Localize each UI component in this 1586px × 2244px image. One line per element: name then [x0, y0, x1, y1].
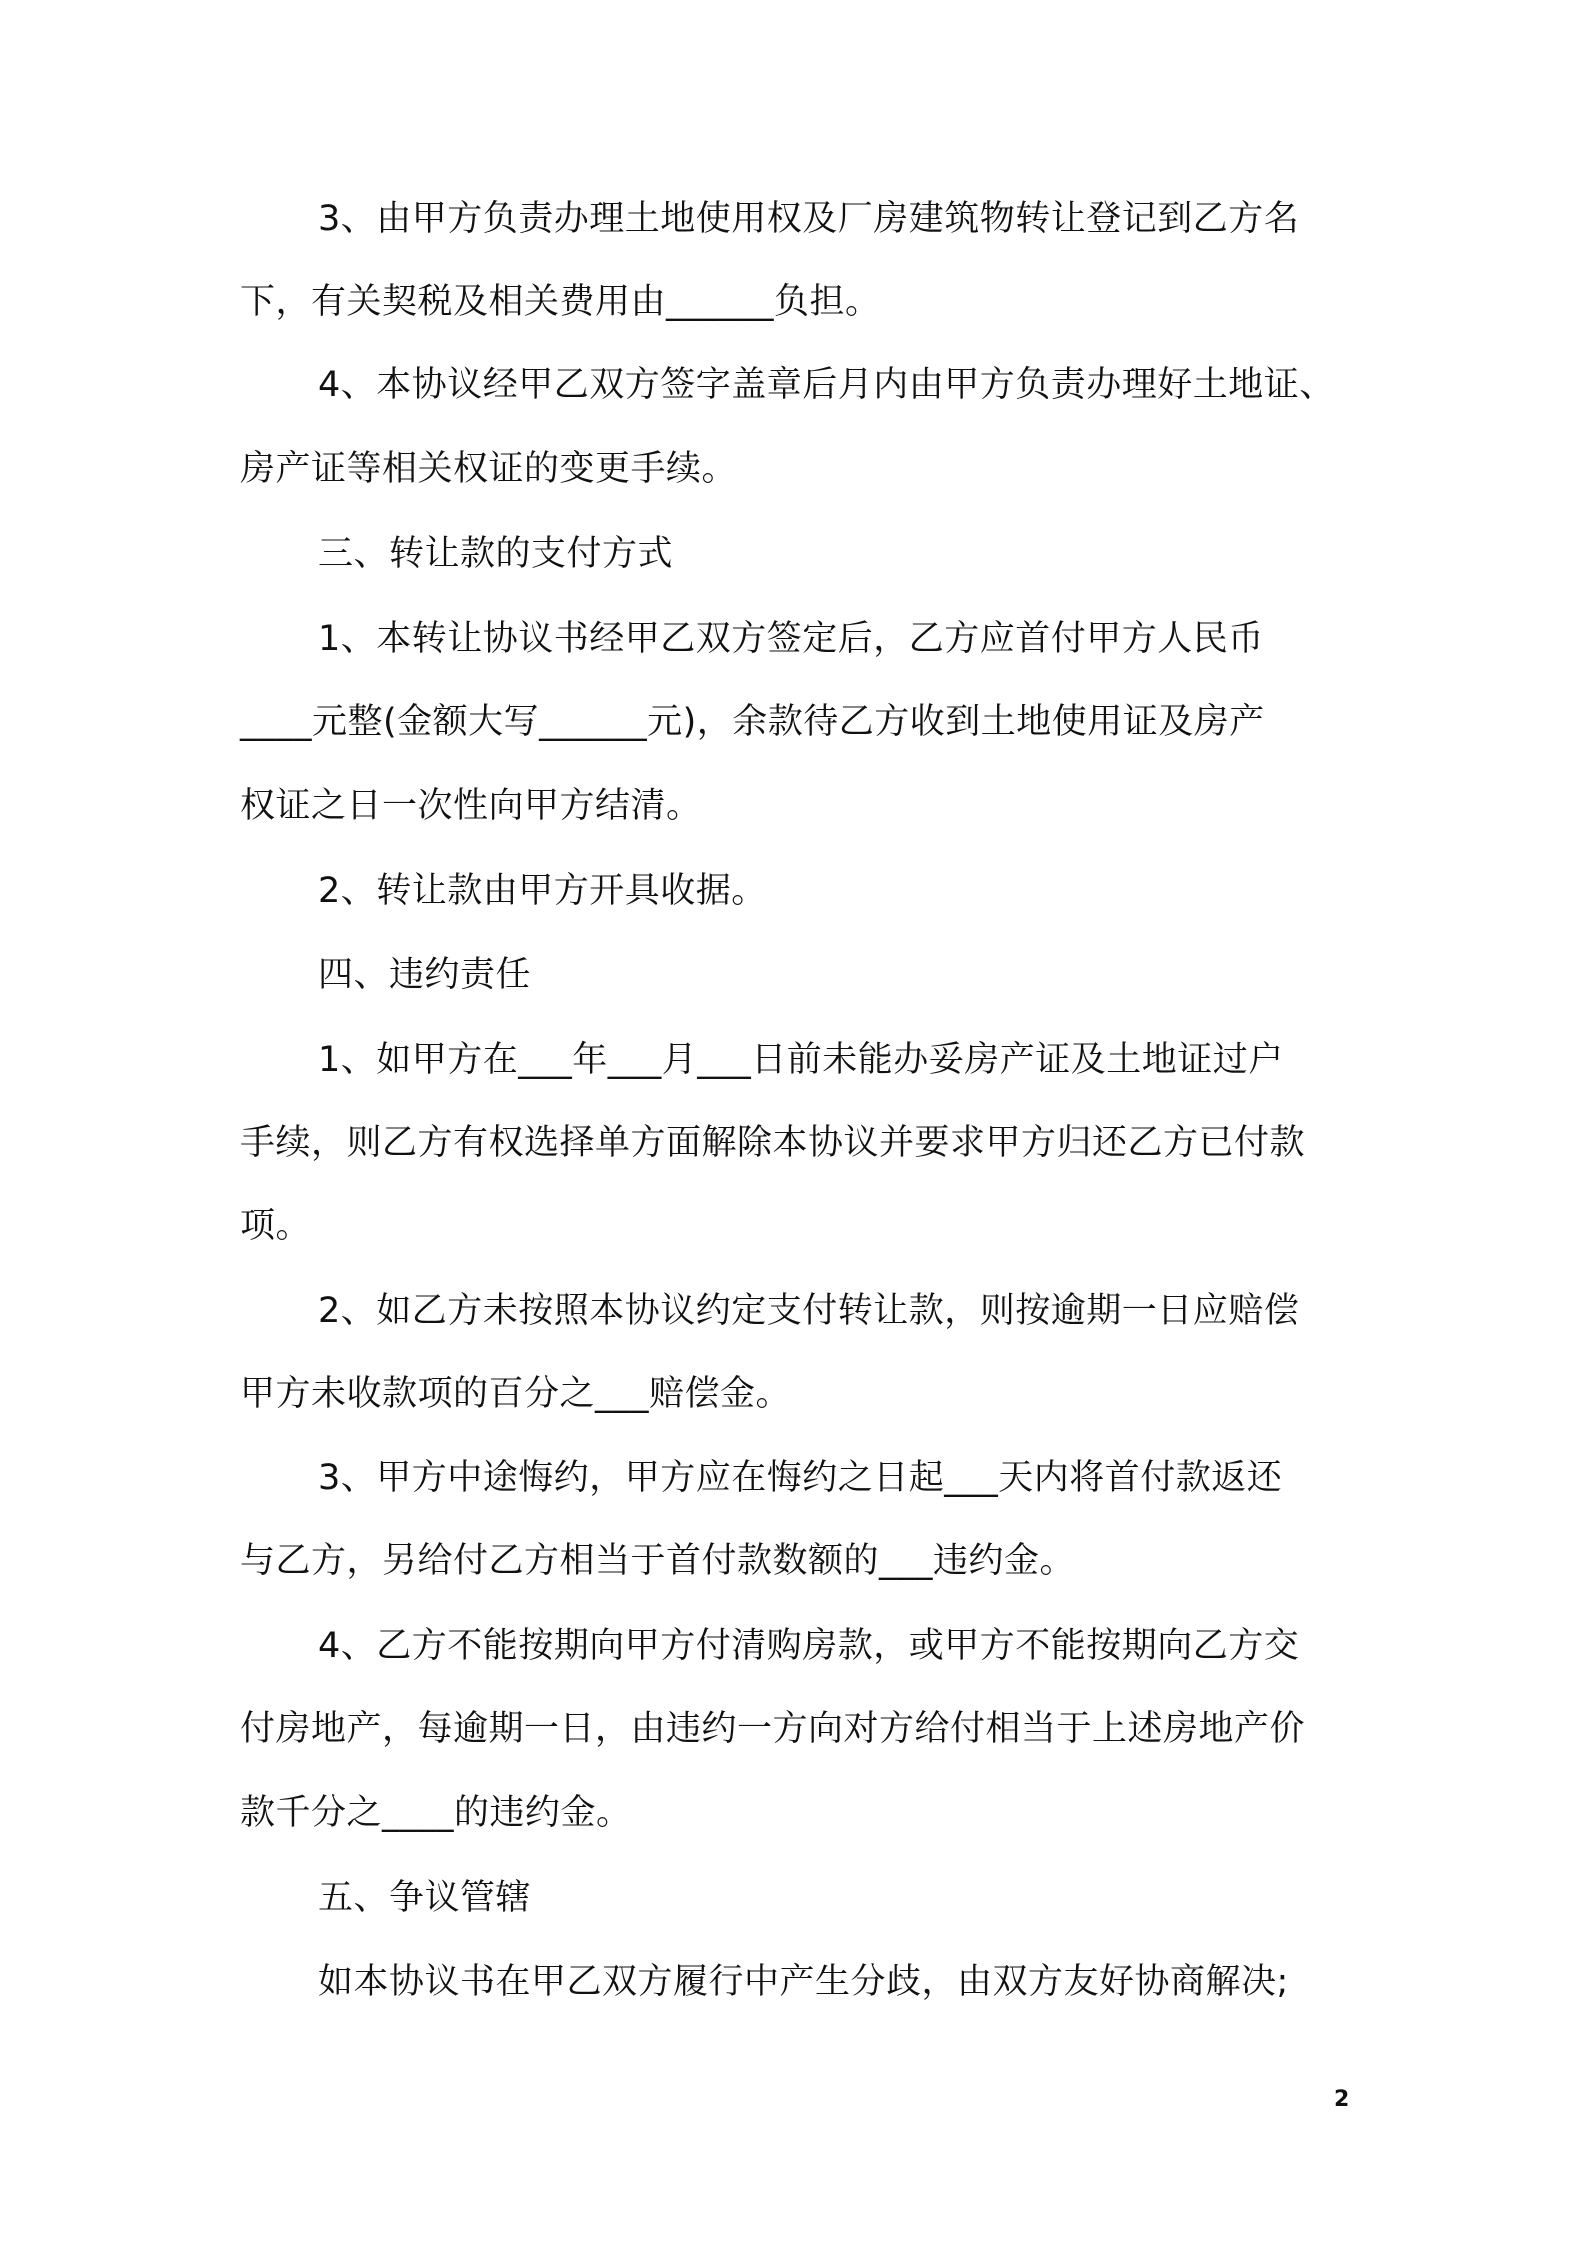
section-heading-jurisdiction: 五、争议管辖	[318, 1878, 532, 1918]
jurisdiction-clause-line-1: 如本协议书在甲乙双方履行中产生分歧，由双方友好协商解决;	[318, 1962, 1289, 2002]
liability-clause-4-line-1: 4、乙方不能按期向甲方付清购房款，或甲方不能按期向乙方交	[318, 1626, 1300, 1666]
payment-clause-2: 2、转让款由甲方开具收据。	[318, 871, 767, 911]
payment-clause-1-line-1: 1、本转让协议书经甲乙双方签定后，乙方应首付甲方人民币	[318, 619, 1264, 659]
liability-clause-1-line-3: 项。	[240, 1206, 312, 1246]
payment-clause-1-line-2: ____元整(金额大写______元)，余款待乙方收到土地使用证及房产	[240, 702, 1265, 742]
payment-clause-1-line-3: 权证之日一次性向甲方结清。	[240, 786, 702, 826]
liability-clause-3-line-1: 3、甲方中途悔约，甲方应在悔约之日起___天内将首付款返还	[318, 1458, 1283, 1498]
liability-clause-1-line-2: 手续，则乙方有权选择单方面解除本协议并要求甲方归还乙方已付款	[240, 1123, 1306, 1163]
section-heading-payment: 三、转让款的支付方式	[318, 534, 674, 574]
page-number: 2	[1334, 2087, 1350, 2112]
liability-clause-2-line-2: 甲方未收款项的百分之___赔偿金。	[240, 1374, 792, 1414]
clause-3-line-2: 下，有关契税及相关费用由______负担。	[240, 282, 881, 322]
liability-clause-3-line-2: 与乙方，另给付乙方相当于首付款数额的___违约金。	[240, 1541, 1076, 1581]
section-heading-liability: 四、违约责任	[318, 955, 532, 995]
liability-clause-4-line-3: 款千分之____的违约金。	[240, 1793, 632, 1833]
clause-4-line-2: 房产证等相关权证的变更手续。	[240, 449, 738, 489]
clause-3-line-1: 3、由甲方负责办理土地使用权及厂房建筑物转让登记到乙方名	[318, 199, 1300, 239]
liability-clause-1-line-1: 1、如甲方在___年___月___日前未能办妥房产证及土地证过户	[318, 1040, 1284, 1080]
liability-clause-4-line-2: 付房地产，每逾期一日，由违约一方向对方给付相当于上述房地产价	[240, 1709, 1306, 1749]
liability-clause-2-line-1: 2、如乙方未按照本协议约定支付转让款，则按逾期一日应赔偿	[318, 1291, 1300, 1331]
clause-4-line-1: 4、本协议经甲乙双方签字盖章后月内由甲方负责办理好土地证、	[318, 365, 1335, 405]
